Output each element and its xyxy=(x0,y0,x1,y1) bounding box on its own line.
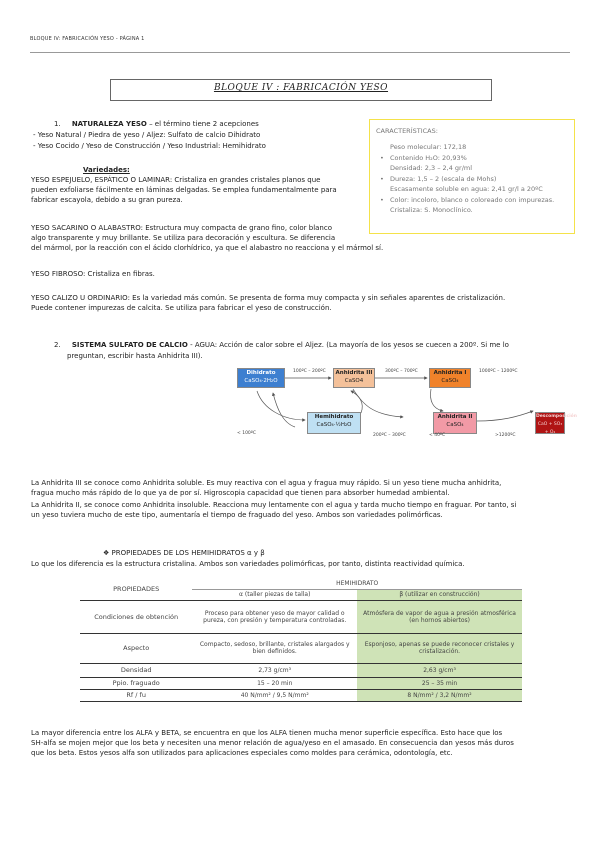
row-b: 25 – 35 min xyxy=(357,677,522,689)
node-formula: CaSO₄·½H₂O xyxy=(316,422,352,428)
arrow-anhidrita1-anhidrita2 xyxy=(431,389,444,411)
section1-heading-rest: – el término tiene 2 acepciones xyxy=(146,120,259,128)
fibroso-paragraph: YESO FIBROSO: Cristaliza en fibras. xyxy=(31,270,155,278)
paragraph-line: SH-alfa se mojen mejor que los beta y necesiten una menor relación de agua/yeso en el amasado. En consecuencia dan yesos más duros xyxy=(31,739,514,747)
caracteristicas-list xyxy=(376,142,554,216)
calizo-paragraph xyxy=(31,293,505,313)
caracteristica-item: Cristaliza: S. Monoclínico. xyxy=(390,206,473,214)
sacarino-line: YESO SACARINO O ALABASTRO: Estructura muy compacta de grano fino, color blanco xyxy=(31,224,332,232)
page-title: BLOQUE IV : FABRICACIÓN YESO xyxy=(213,83,389,93)
section1-heading-line xyxy=(54,119,259,129)
node-name: Anhidrita I xyxy=(433,370,467,376)
anhidrita2-paragraph xyxy=(31,500,516,520)
section2-line2: preguntan, escribir hasta Anhidrita III). xyxy=(67,352,203,360)
espejuelo-line: pueden exfoliarse fácilmente en láminas delgadas. Se emplea fundamentalmente para xyxy=(31,186,337,194)
node-name: Anhidrita II xyxy=(437,414,473,420)
temp-label: 200ºC – 300ºC xyxy=(373,433,406,438)
row-a: Compacto, sedoso, brillante, cristales alargados y bien definidos. xyxy=(192,633,357,663)
arrow-dihidrato-hemihidrato xyxy=(257,391,305,420)
diamond-bullet-icon: ❖ xyxy=(103,549,110,557)
title-box xyxy=(110,79,492,101)
node-formula: CaSO₄·2H₂O xyxy=(244,378,278,384)
node-anhidrita1 xyxy=(429,368,471,388)
paragraph-line: La Anhidrita II, se conoce como Anhidrita insoluble. Reacciona muy lentamente con el agua y tarda mucho tiempo en fraguar. Por tanto, si xyxy=(31,501,517,509)
node-formula: CaSO₄ xyxy=(446,422,464,428)
paragraph-line: La mayor diferencia entre los ALFA y BETA, se encuentra en que los ALFA tienen mucha menor superficie específica. Esto hace que los xyxy=(31,729,503,737)
section2-number: 2. xyxy=(54,341,61,349)
temp-label: < 40ºC xyxy=(429,433,446,438)
temp-label: >1200ºC xyxy=(495,433,516,438)
row-a: 15 – 20 min xyxy=(192,677,357,689)
node-anhidrita2 xyxy=(433,412,477,434)
row-b: 8 N/mm² / 3,2 N/mm² xyxy=(357,689,522,701)
espejuelo-paragraph xyxy=(31,175,337,205)
table-row xyxy=(80,677,522,689)
anhidrita3-paragraph xyxy=(31,478,501,498)
row-name: Ppio. fraguado xyxy=(80,677,192,689)
node-name: Dihidrato xyxy=(246,370,276,376)
row-a: Proceso para obtener yeso de mayor calidad o pureza, con presión y temperatura controladas. xyxy=(192,600,357,633)
calcium-sulfate-diagram xyxy=(233,365,577,445)
variedades-heading: Variedades: xyxy=(83,166,130,174)
temp-label: 100ºC – 200ºC xyxy=(293,369,326,374)
conclusion-paragraph xyxy=(31,728,571,758)
arrow-hemihidrato-dihidrato xyxy=(273,393,295,427)
temp-label: < 100ºC xyxy=(237,431,257,436)
arrow-anhidrita2-descomp xyxy=(477,411,533,421)
node-hemihidrato xyxy=(307,412,361,434)
table-row xyxy=(80,689,522,701)
node-formula: CaSO₄ xyxy=(441,378,459,384)
caracteristica-item: Escasamente soluble en agua: 2,41 gr/l a 20ºC xyxy=(390,185,543,193)
group-header: HEMIHIDRATO xyxy=(192,578,522,589)
caracteristicas-box xyxy=(369,119,575,234)
row-a: 2,73 g/cm³ xyxy=(192,663,357,677)
node-formula: CaSO4 xyxy=(344,378,364,384)
table-row xyxy=(80,633,522,663)
section2-heading-rest: - AGUA: Acción de calor sobre el Aljez. (La mayoría de los yesos se cuecen a 200º. Si me lo xyxy=(187,341,509,349)
caracteristica-item: • Contenido H₂O: 20,93% xyxy=(384,153,554,164)
section1-heading: NATURALEZA YESO xyxy=(71,120,147,128)
node-name: Descomposición xyxy=(536,414,577,419)
node-dihidrato xyxy=(237,368,285,388)
col-b-header: β (utilizar en construcción) xyxy=(357,589,522,600)
caracteristicas-title: CARACTERÍSTICAS: xyxy=(376,127,438,135)
row-name: Rf / fu xyxy=(80,689,192,701)
hemihidratos-table xyxy=(80,578,522,702)
section3-heading: PROPIEDADES DE LOS HEMIHIDRATOS α y β xyxy=(111,549,265,557)
section2-heading-line xyxy=(54,340,509,350)
temp-label: 1000ºC – 1200ºC xyxy=(479,369,518,374)
row-name: Aspecto xyxy=(80,633,192,663)
table-row xyxy=(80,600,522,633)
row-a: 40 N/mm² / 9,5 N/mm² xyxy=(192,689,357,701)
table-header-row xyxy=(80,578,522,589)
caracteristica-item: Peso molecular: 172,18 xyxy=(390,143,467,151)
calizo-line: YESO CALIZO U ORDINARIO: Es la variedad más común. Se presenta de forma muy compacta y sin señales aparentes de cristalización. xyxy=(31,294,506,302)
row-b: Esponjoso, apenas se puede reconocer cristales y cristalización. xyxy=(357,633,522,663)
prop-header: PROPIEDADES xyxy=(80,578,192,600)
section3-intro: Lo que los diferencia es la estructura cristalina. Ambos son variedades polimórficas, por tanto, distinta reactividad química. xyxy=(31,560,465,568)
sacarino-paragraph xyxy=(31,223,383,253)
section1-line1: - Yeso Natural / Piedra de yeso / Aljez: Sulfato de calcio Dihidrato xyxy=(33,131,261,139)
temp-label: 300ºC – 700ºC xyxy=(385,369,418,374)
espejuelo-line: fabricar escayola, debido a su gran pureza. xyxy=(31,196,183,204)
sacarino-line: del mármol, por la reacción con el ácido clorhídrico, ya que el alabastro no reacciona y el mármol sí. xyxy=(31,244,384,252)
espejuelo-line: YESO ESPEJUELO, ESPÁTICO O LAMINAR: Cristaliza en grandes cristales planos que xyxy=(31,176,321,184)
paragraph-line: un yeso tuviera mucho de este tipo, aumentaría el tiempo de fraguado del yeso. Ambos son variedades polimórficas. xyxy=(31,511,443,519)
caracteristica-item: Densidad: 2,3 – 2,4 gr/ml xyxy=(390,164,473,172)
table-row xyxy=(80,663,522,677)
caracteristica-item: • Dureza: 1,5 – 2 (escala de Mohs) xyxy=(384,174,554,185)
running-header: BLOQUE IV: FABRICACIÓN YESO - PÁGINA 1 xyxy=(30,36,145,42)
section1-line2: - Yeso Cocido / Yeso de Construcción / Yeso Industrial: Hemihidrato xyxy=(33,142,266,150)
paragraph-line: La Anhidrita III se conoce como Anhidrita soluble. Es muy reactiva con el agua y fragua muy rápido. Si un yeso tiene mucha anhidrita, xyxy=(31,479,502,487)
section3-heading-line xyxy=(103,548,265,558)
row-name: Condiciones de obtención xyxy=(80,600,192,633)
node-name: Anhidrita III xyxy=(335,370,373,376)
caracteristica-item: • Color: incoloro, blanco o coloreado con impurezas. xyxy=(384,195,554,206)
node-descomposicion xyxy=(535,412,577,435)
row-b: 2,63 g/cm³ xyxy=(357,663,522,677)
node-name: Hemihidrato xyxy=(314,414,354,420)
sacarino-line: algo transparente y muy brillante. Se utiliza para decoración y escultura. Se diferencia xyxy=(31,234,336,242)
section2-heading: SISTEMA SULFATO DE CALCIO xyxy=(71,341,188,349)
paragraph-line: fragua mucho más rápido de lo que ya de por sí. Higroscopia capacidad que tienen para absorber humedad ambiental. xyxy=(31,489,450,497)
calizo-line: Puede contener impurezas de calcita. Se utiliza para fabricar el yeso de construcción. xyxy=(31,304,332,312)
paragraph-line: que los beta. Estos yesos alfa son utilizados para aplicaciones especiales como moldes para cerámica, odontología, etc. xyxy=(31,749,453,757)
row-b: Atmósfera de vapor de agua a presión atmosférica (en hornos abiertos) xyxy=(357,600,522,633)
node-formula: CaO + SO₃ + O₂ xyxy=(537,422,563,435)
header-divider xyxy=(30,52,570,53)
node-anhidrita3 xyxy=(333,368,375,388)
col-a-header: α (taller piezas de talla) xyxy=(192,589,357,600)
row-name: Densidad xyxy=(80,663,192,677)
section1-number: 1. xyxy=(54,120,61,128)
